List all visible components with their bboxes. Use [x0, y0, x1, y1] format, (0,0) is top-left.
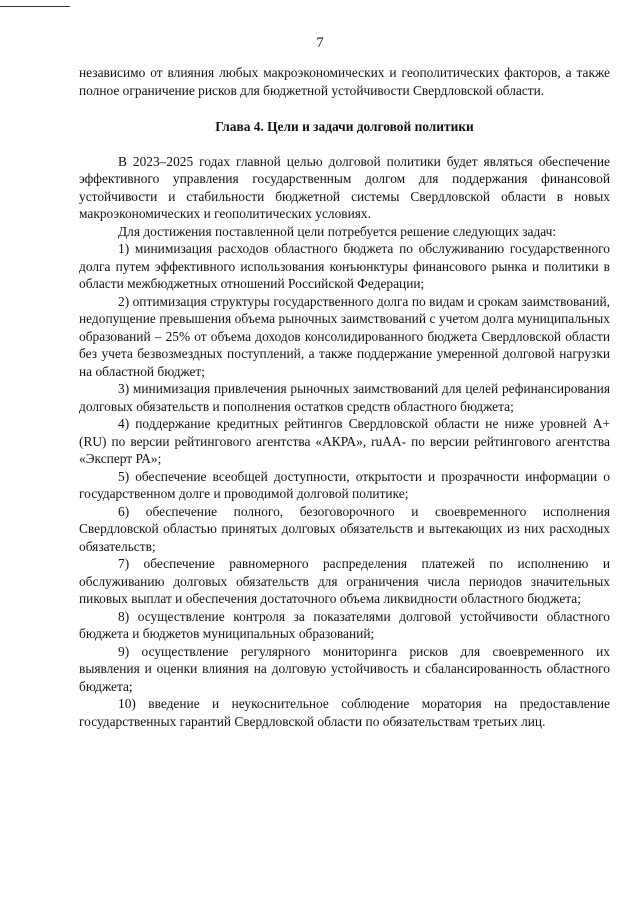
task-item-2: 2) оптимизация структуры государственного долга по видам и срокам заимствований, недопущение превышения объема рыночных заимствований с учетом долга муниципальных образований – 25% от объема доходов консолидированного бюджета Свердловской области без учета безвозмездных поступлений, а также поддержание умеренной долговой нагрузки на областной бюджет; [79, 293, 610, 379]
page-number: 7 [316, 35, 324, 51]
intro-paragraph: независимо от влияния любых макроэкономических и геополитических факторов, а также полное ограничение рисков для бюджетной устойчивости Свердловской области. [79, 65, 610, 98]
chapter-heading: Глава 4. Цели и задачи долговой политики [215, 119, 474, 134]
task-item-10: 10) введение и неукоснительное соблюдение моратория на предоставление государственных гарантий Свердловской области по обязательствам третьих лиц. [79, 696, 610, 729]
task-item-8: 8) осуществление контроля за показателями долговой устойчивости областного бюджета и бюджетов муниципальных образований; [79, 608, 610, 641]
task-item-9: 9) осуществление регулярного мониторинга рисков для своевременного их выявления и оценки влияния на долговую устойчивость и сбалансированность областного бюджета; [79, 643, 610, 694]
top-left-rule [0, 6, 70, 7]
task-item-6: 6) обеспечение полного, безоговорочного и своевременного исполнения Свердловской областью принятых долговых обязательств и вытекающих из них расходных обязательств; [79, 503, 610, 554]
goal-paragraph: В 2023–2025 годах главной целью долговой политики будет являться обеспечение эффективного управления государственным долгом для поддержания финансовой устойчивости и стабильности бюджетной системы Свердловской области в новых макроэкономических и геополитических условиях. [79, 153, 610, 221]
task-item-1: 1) минимизация расходов областного бюджета по обслуживанию государственного долга путем эффективного использования конъюнктуры финансового рынка и политики в области межбюджетных отношений Российской Федерации; [79, 241, 610, 291]
task-item-3: 3) минимизация привлечения рыночных заимствований для целей рефинансирования долговых обязательств и пополнения остатков средств областного бюджета; [79, 381, 610, 414]
task-item-7: 7) обеспечение равномерного распределения платежей по исполнению и обслуживанию долговых обязательств для ограничения числа периодов значительных пиковых выплат и обеспечения достаточного объема ликвидности областного бюджета; [79, 556, 610, 606]
task-item-4: 4) поддержание кредитных рейтингов Свердловской области не ниже уровней A+(RU) по версии рейтингового агентства «АКРА», ruAA- по версии рейтингового агентства «Эксперт РА»; [79, 416, 610, 466]
document-body [79, 64, 610, 730]
tasks-intro: Для достижения поставленной цели потребуется решение следующих задач: [118, 223, 557, 239]
task-item-5: 5) обеспечение всеобщей доступности, открытости и прозрачности информации о государственном долге и проводимой долговой политике; [79, 468, 610, 501]
